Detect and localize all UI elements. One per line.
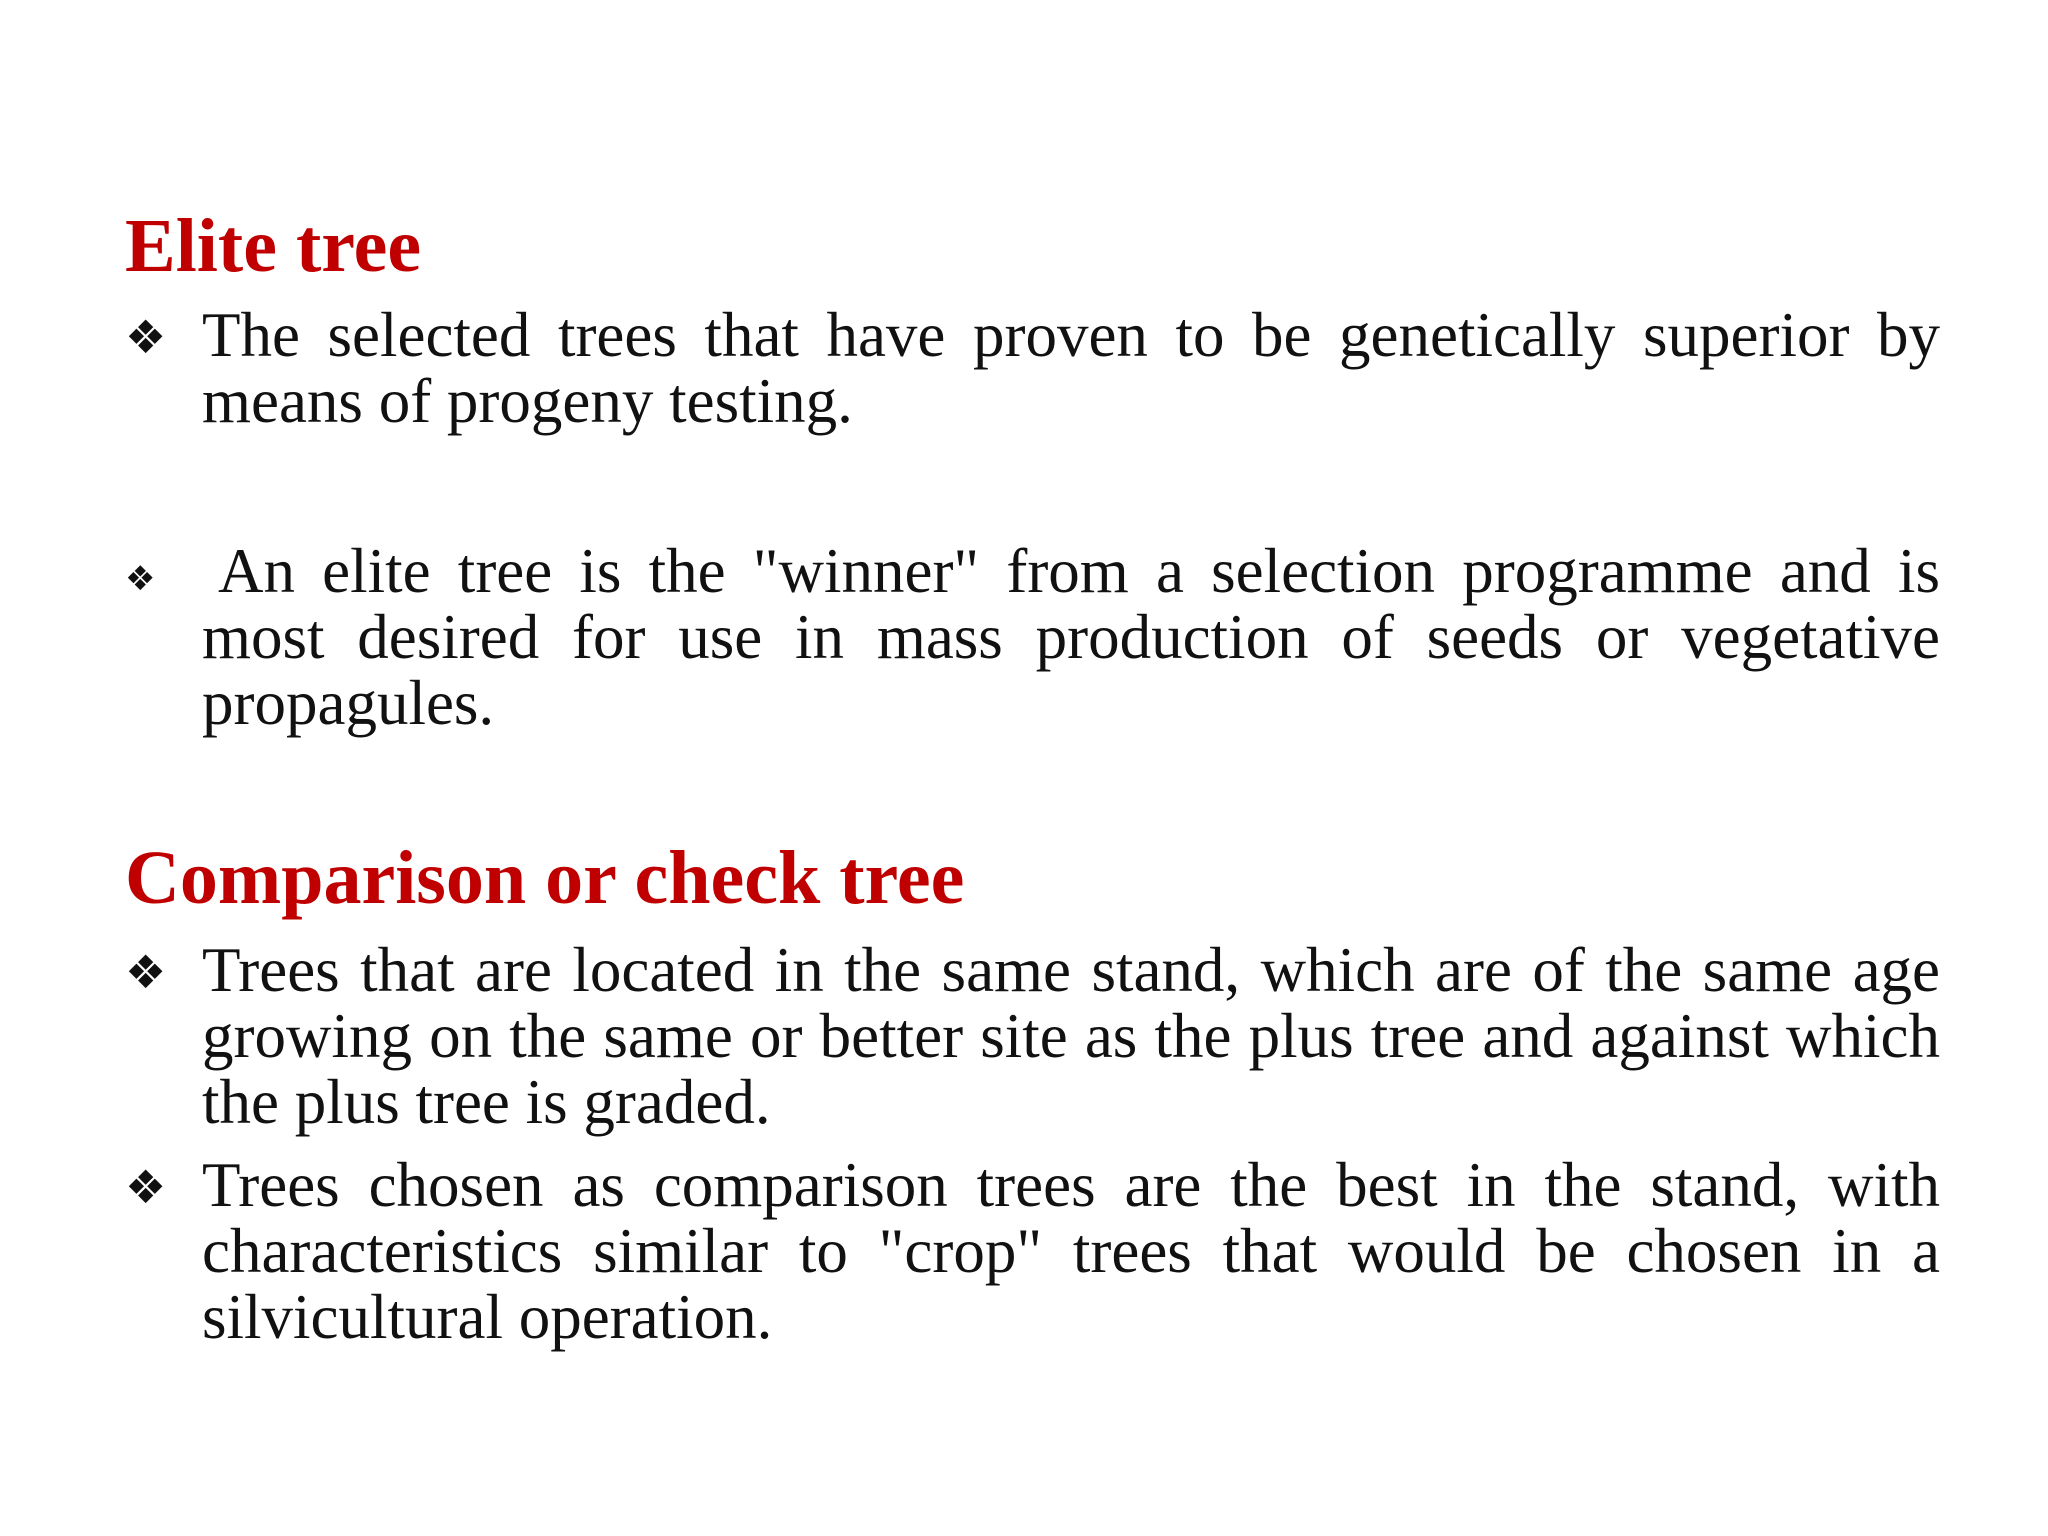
- section-heading-elite-tree: Elite tree: [125, 204, 422, 288]
- diamond-bullet-icon: ❖: [125, 1160, 167, 1214]
- diamond-bullet-icon: ❖: [125, 310, 167, 364]
- section-heading-comparison-tree: Comparison or check tree: [125, 836, 965, 920]
- diamond-bullet-icon: ❖: [125, 945, 167, 999]
- bullet-text: The selected trees that have proven to be genetically superior by means of progeny testing.: [202, 300, 1940, 436]
- bullet-text: Trees that are located in the same stand, which are of the same age growing on the same or better site as the plus tree and against which the plus tree is graded.: [202, 935, 1940, 1137]
- bullet-text: Trees chosen as comparison trees are the best in the stand, with characteristics similar to "crop" trees that would be chosen in a silvicultural operation.: [202, 1150, 1940, 1352]
- bullet-text: An elite tree is the "winner" from a selection programme and is most desired for use in mass production of seeds or vegetative propagules.: [202, 536, 1940, 738]
- diamond-bullet-icon: ❖: [125, 559, 156, 599]
